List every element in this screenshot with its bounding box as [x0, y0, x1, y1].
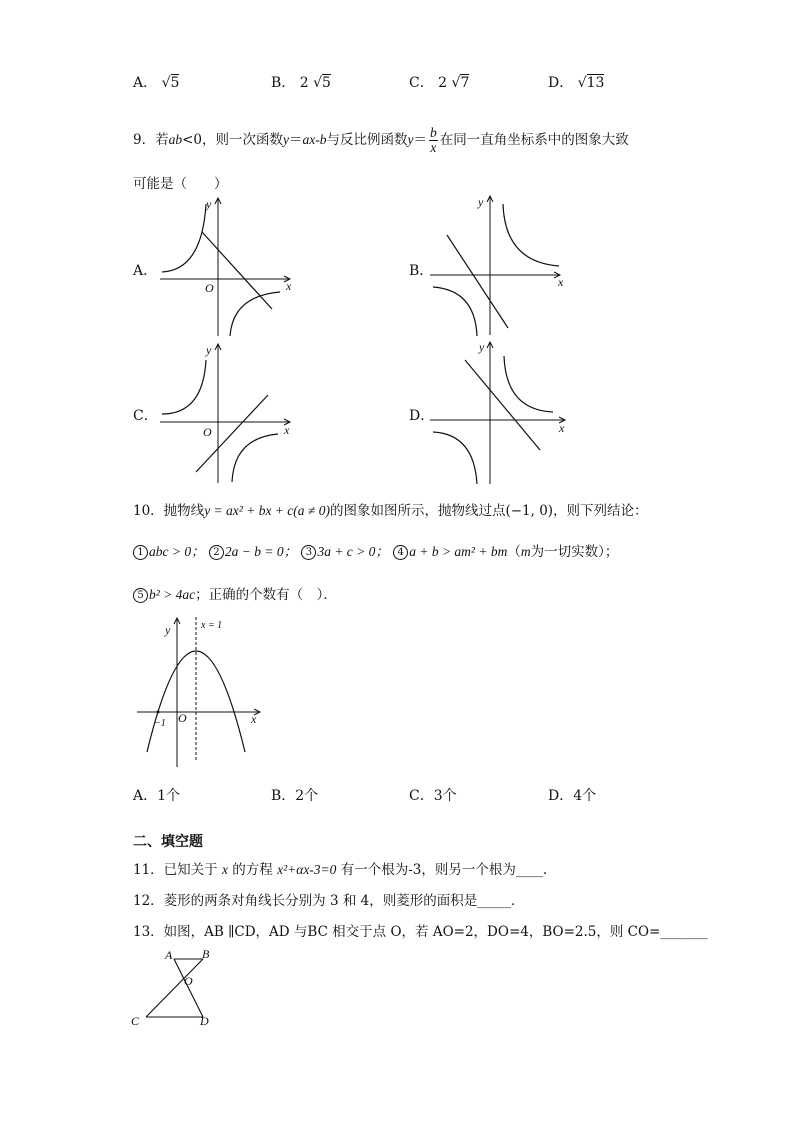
- circled-number: 2: [209, 545, 224, 560]
- axis-x-label: x: [558, 275, 564, 289]
- line: [447, 235, 508, 328]
- hyperbola-branch: [433, 432, 477, 484]
- line: [202, 232, 272, 309]
- q10-statement-5: 5 b² > 4ac；正确的个数有（ ）．: [133, 583, 337, 603]
- point-b-label: B: [202, 947, 210, 961]
- point-d-label: D: [200, 1014, 209, 1028]
- q12: 12．菱形的两条对角线长分别为 3 和 4，则菱形的面积是_____．: [133, 893, 525, 909]
- q9-graph-b: [425, 190, 575, 340]
- circled-number: 1: [133, 545, 148, 560]
- q10-option-a[interactable]: A．1个: [133, 788, 181, 804]
- segment-bc: [146, 959, 203, 1017]
- q13: 13．如图，AB ∥CD，AD 与BC 相交于点 O，若 AO=2，DO=4，BO=2.5，则 CO=_______: [133, 924, 708, 940]
- sqrt-sign-icon: √: [577, 75, 587, 91]
- hyperbola-branch: [504, 356, 553, 412]
- sqrt-sign-icon: √: [313, 75, 323, 91]
- origin-label: O: [203, 425, 212, 439]
- q9-label-b[interactable]: B．: [409, 263, 434, 279]
- q10-option-d[interactable]: D．4个: [548, 788, 597, 804]
- circled-number: 5: [133, 588, 148, 603]
- q8-option-a[interactable]: A． √5: [133, 75, 180, 91]
- point-o-label: O: [184, 974, 193, 988]
- segment-ad: [174, 959, 203, 1017]
- hyperbola-branch: [232, 434, 278, 482]
- hyperbola-branch: [503, 204, 559, 266]
- q9-fraction: $\frac{b}{x}$: [430, 125, 437, 155]
- axis-x-label: x: [286, 279, 292, 293]
- symmetry-label: x = 1: [201, 620, 223, 631]
- q9-stem-line2: 可能是（ ）: [133, 176, 228, 192]
- circled-number: 3: [301, 545, 316, 560]
- origin-label: O: [178, 711, 187, 725]
- axis-y-label: y: [165, 623, 171, 637]
- line: [465, 360, 540, 450]
- q8-option-d[interactable]: D． √13: [548, 75, 605, 91]
- axis-x-label: x: [284, 423, 290, 437]
- axis-y-label: y: [479, 340, 485, 354]
- hyperbola-branch: [162, 360, 206, 414]
- origin-label: O: [205, 281, 214, 295]
- point-minus-one: [157, 711, 160, 714]
- q10-option-b[interactable]: B．2个: [271, 788, 319, 804]
- q11: 11．已知关于 x 的方程 x²+αx-3=0 有一个根为-3，则另一个根为____.: [133, 862, 548, 878]
- section-heading: 二、填空题: [133, 834, 203, 850]
- axis-y-label: y: [206, 197, 212, 211]
- q8-option-c[interactable]: C． 2 √7: [409, 75, 470, 91]
- parabola: [147, 651, 245, 752]
- q9-graph-a: [150, 192, 300, 342]
- q9-label-c[interactable]: C．: [133, 408, 158, 424]
- q8-option-b[interactable]: B． 2 √5: [271, 75, 331, 91]
- q10-stem: 10．抛物线y = ax² + bx + c(a ≠ 0)的图象如图所示，抛物线过点(−1, 0)，则下列结论：: [133, 503, 648, 519]
- q13-figure: [128, 945, 223, 1030]
- axis-x-label: x: [251, 712, 257, 726]
- tick-minus-one: −1: [154, 718, 166, 729]
- hyperbola-branch: [230, 292, 280, 336]
- q9-stem: 9．若ab<0，则一次函数y＝ax-b与反比例函数y＝ $\frac{b}{x}$ 在同一直角坐标系中的图象大致: [133, 125, 629, 155]
- axis-x-label: x: [559, 421, 565, 435]
- axis-y-label: y: [478, 195, 484, 209]
- q9-label-a[interactable]: A．: [133, 263, 158, 279]
- q10-parabola-graph: [135, 612, 270, 772]
- hyperbola-branch: [433, 287, 477, 336]
- q9-label-d[interactable]: D．: [409, 408, 435, 424]
- circled-number: 4: [393, 545, 408, 560]
- point-c-label: C: [131, 1014, 140, 1028]
- sqrt-sign-icon: √: [451, 75, 461, 91]
- q10-statements: 1 abc > 0； 2 2a − b = 0； 3 3a + c > 0； 4 a + b > am² + bm（m为一切实数）；: [133, 540, 618, 560]
- hyperbola-branch: [162, 204, 206, 272]
- q10-option-c[interactable]: C．3个: [409, 788, 457, 804]
- point-a-label: A: [165, 948, 173, 962]
- q9-graph-c: [150, 338, 300, 488]
- sqrt-sign-icon: √: [161, 75, 171, 91]
- axis-y-label: y: [206, 343, 212, 357]
- q9-graph-d: [425, 336, 575, 488]
